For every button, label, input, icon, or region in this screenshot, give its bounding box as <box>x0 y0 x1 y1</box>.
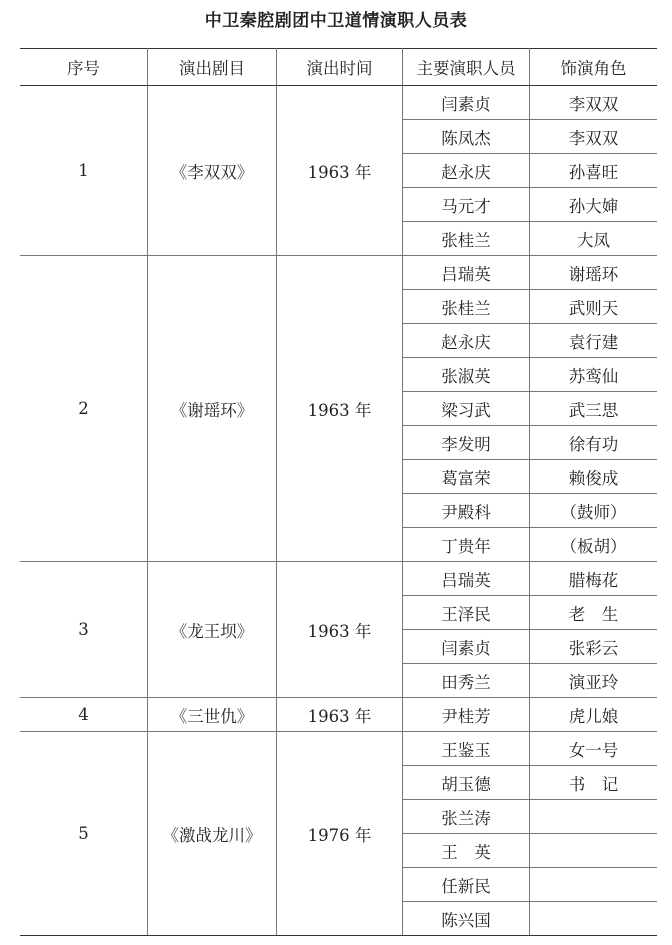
performance-year-cell: 1963 年 <box>277 562 403 698</box>
play-title-cell: 《李双双》 <box>148 86 277 256</box>
table-row <box>20 562 657 596</box>
header-no: 序号 <box>20 49 148 86</box>
cast-member-cell: 李发明 <box>403 426 530 460</box>
performance-year-cell: 1976 年 <box>277 732 403 936</box>
role-cell: 苏鸾仙 <box>530 358 658 392</box>
cast-member-cell: 王泽民 <box>403 596 530 630</box>
cast-member-cell: 闫素贞 <box>403 630 530 664</box>
row-number-cell: 5 <box>20 732 148 936</box>
cast-member-cell: 张淑英 <box>403 358 530 392</box>
header-cast: 主要演职人员 <box>403 49 530 86</box>
role-cell: 女一号 <box>530 732 658 766</box>
role-cell: 赖俊成 <box>530 460 658 494</box>
role-cell <box>530 834 658 868</box>
role-cell: 徐有功 <box>530 426 658 460</box>
cast-member-cell: 任新民 <box>403 868 530 902</box>
row-number-cell: 2 <box>20 256 148 562</box>
table-body <box>20 86 657 936</box>
play-title-cell: 《谢瑶环》 <box>148 256 277 562</box>
role-cell: 谢瑶环 <box>530 256 658 290</box>
role-cell: 张彩云 <box>530 630 658 664</box>
cast-member-cell: 丁贵年 <box>403 528 530 562</box>
performance-year-cell: 1963 年 <box>277 86 403 256</box>
performance-year-cell: 1963 年 <box>277 698 403 732</box>
cast-member-cell: 葛富荣 <box>403 460 530 494</box>
cast-member-cell: 陈凤杰 <box>403 120 530 154</box>
cast-member-cell: 闫素贞 <box>403 86 530 120</box>
cast-member-cell: 马元才 <box>403 188 530 222</box>
cast-member-cell: 张桂兰 <box>403 222 530 256</box>
performance-year-cell: 1963 年 <box>277 256 403 562</box>
header-play: 演出剧目 <box>148 49 277 86</box>
cast-member-cell: 尹殿科 <box>403 494 530 528</box>
cast-member-cell: 张兰涛 <box>403 800 530 834</box>
row-number-cell: 4 <box>20 698 148 732</box>
play-title-cell: 《龙王坝》 <box>148 562 277 698</box>
cast-member-cell: 王鉴玉 <box>403 732 530 766</box>
role-cell <box>530 868 658 902</box>
role-cell: 大凤 <box>530 222 658 256</box>
table-header-row <box>20 49 657 86</box>
cast-member-cell: 张桂兰 <box>403 290 530 324</box>
role-cell: 孙喜旺 <box>530 154 658 188</box>
cast-member-cell: 赵永庆 <box>403 324 530 358</box>
play-title-cell: 《激战龙川》 <box>148 732 277 936</box>
cast-member-cell: 陈兴国 <box>403 902 530 936</box>
cast-member-cell: 赵永庆 <box>403 154 530 188</box>
cast-table <box>20 48 657 936</box>
role-cell: 武则天 <box>530 290 658 324</box>
play-title-cell: 《三世仇》 <box>148 698 277 732</box>
role-cell <box>530 902 658 936</box>
table-row <box>20 256 657 290</box>
cast-member-cell: 胡玉德 <box>403 766 530 800</box>
table-title: 中卫秦腔剧团中卫道情演职人员表 <box>204 11 468 31</box>
role-cell: 孙大婶 <box>530 188 658 222</box>
row-number-cell: 3 <box>20 562 148 698</box>
role-cell <box>530 800 658 834</box>
table-row <box>20 732 657 766</box>
role-cell: 李双双 <box>530 120 658 154</box>
cast-member-cell: 田秀兰 <box>403 664 530 698</box>
role-cell: （鼓师） <box>530 494 658 528</box>
role-cell: 书 记 <box>530 766 658 800</box>
role-cell: 老 生 <box>530 596 658 630</box>
cast-member-cell: 王 英 <box>403 834 530 868</box>
cast-member-cell: 吕瑞英 <box>403 562 530 596</box>
role-cell: 袁行建 <box>530 324 658 358</box>
role-cell: 虎儿娘 <box>530 698 658 732</box>
role-cell: 演亚玲 <box>530 664 658 698</box>
role-cell: 腊梅花 <box>530 562 658 596</box>
table-row <box>20 698 657 732</box>
row-number-cell: 1 <box>20 86 148 256</box>
cast-member-cell: 尹桂芳 <box>403 698 530 732</box>
role-cell: （板胡） <box>530 528 658 562</box>
role-cell: 武三思 <box>530 392 658 426</box>
header-role: 饰演角色 <box>530 49 658 86</box>
cast-member-cell: 吕瑞英 <box>403 256 530 290</box>
table-row <box>20 86 657 120</box>
role-cell: 李双双 <box>530 86 658 120</box>
cast-member-cell: 梁习武 <box>403 392 530 426</box>
header-year: 演出时间 <box>277 49 403 86</box>
